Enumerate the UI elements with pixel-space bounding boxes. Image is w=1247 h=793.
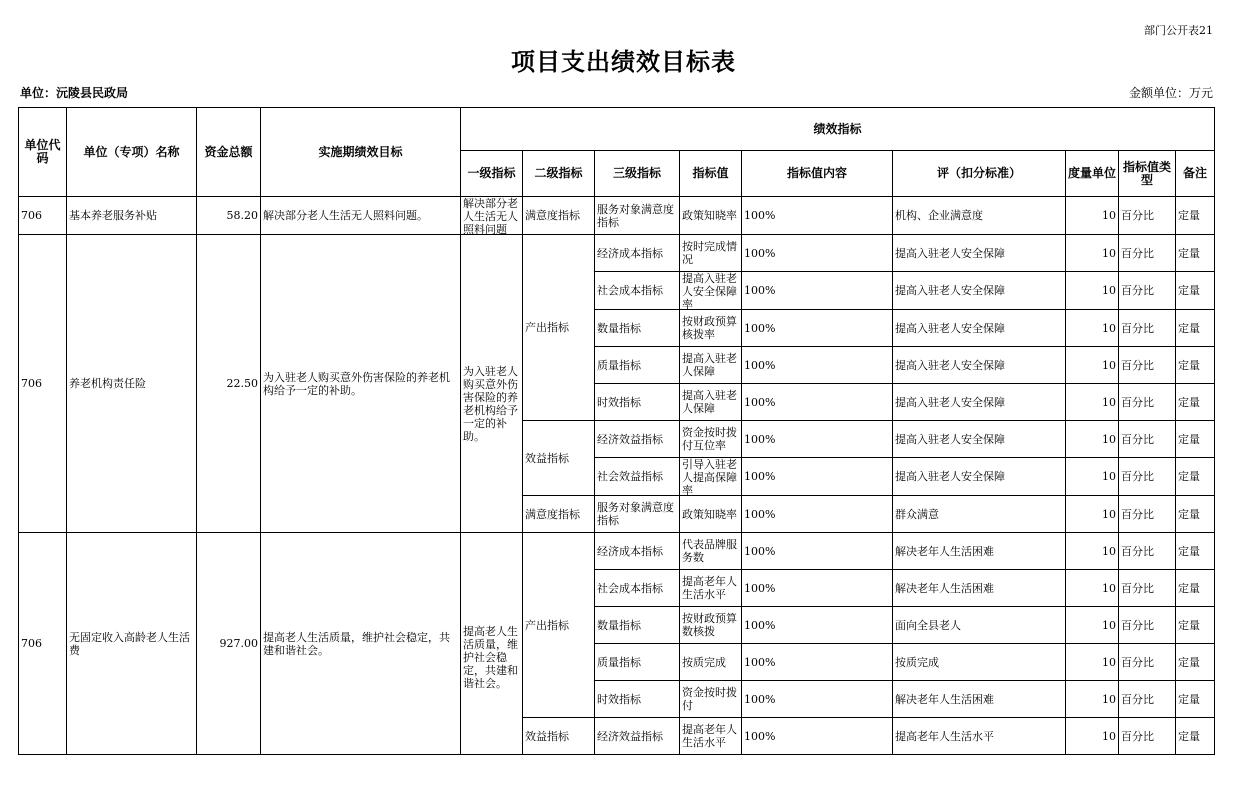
unit-code-cell xyxy=(19,235,67,533)
value-type-cell xyxy=(1119,644,1176,681)
remark-cell xyxy=(1176,272,1215,310)
value-content-cell xyxy=(742,272,893,310)
value-content-cell xyxy=(742,533,893,570)
indicator-value-cell xyxy=(680,421,742,458)
value-content-cell-text: 100% xyxy=(744,284,776,297)
level3-cell xyxy=(595,644,680,681)
value-type-cell-text: 百分比 xyxy=(1121,470,1154,483)
level3-cell xyxy=(595,570,680,607)
value-type-cell xyxy=(1119,607,1176,644)
value-type-cell xyxy=(1119,496,1176,533)
remark-cell xyxy=(1176,718,1215,755)
measure-cell-text: 10 xyxy=(1102,358,1116,372)
level3-cell xyxy=(595,421,680,458)
measure-cell-text: 10 xyxy=(1102,581,1116,595)
level2-cell-text: 效益指标 xyxy=(525,451,569,465)
measure-cell xyxy=(1066,384,1119,421)
project-name-cell-text: 无固定收入高龄老人生活费 xyxy=(69,630,190,657)
remark-cell-text: 定量 xyxy=(1178,432,1200,446)
value-content-cell-text: 100% xyxy=(744,246,776,260)
scoring-cell xyxy=(893,570,1066,607)
level3-cell-text: 经济成本指标 xyxy=(597,246,663,260)
remark-cell-text: 定量 xyxy=(1178,692,1200,706)
measure-cell xyxy=(1066,607,1119,644)
remark-cell-text: 定量 xyxy=(1178,358,1200,372)
unit-code-cell-text: 706 xyxy=(21,637,42,650)
measure-cell-text: 10 xyxy=(1102,209,1116,222)
measure-cell xyxy=(1066,347,1119,384)
scoring-cell-text: 按质完成 xyxy=(895,655,939,669)
measure-cell xyxy=(1066,310,1119,347)
value-type-cell xyxy=(1119,458,1176,496)
measure-cell-text: 10 xyxy=(1102,470,1116,483)
scoring-cell-text: 提高入驻老人安全保障 xyxy=(895,358,1005,372)
scoring-cell-text: 提高入驻老人安全保障 xyxy=(895,395,1005,409)
remark-cell xyxy=(1176,421,1215,458)
measure-cell-text: 10 xyxy=(1102,544,1116,558)
remark-cell-text: 定量 xyxy=(1178,655,1200,669)
header-unit-code: 单位代码 xyxy=(19,108,67,197)
scoring-cell xyxy=(893,644,1066,681)
remark-cell-text: 定量 xyxy=(1178,246,1200,260)
measure-cell xyxy=(1066,496,1119,533)
remark-cell-text: 定量 xyxy=(1178,470,1200,483)
goal-cell-text: 解决部分老人生活无人照料问题。 xyxy=(263,209,428,222)
level1-cell xyxy=(461,235,523,533)
level3-cell xyxy=(595,384,680,421)
level1-cell xyxy=(461,533,523,755)
scoring-cell-text: 解决老年人生活困难 xyxy=(895,544,994,558)
project-name-cell-text: 基本养老服务补贴 xyxy=(69,209,157,222)
remark-cell-text: 定量 xyxy=(1178,395,1200,409)
measure-cell-text: 10 xyxy=(1102,692,1116,706)
level3-cell-text: 经济效益指标 xyxy=(597,729,663,743)
indicator-value-cell xyxy=(680,347,742,384)
remark-cell xyxy=(1176,607,1215,644)
indicator-value-cell-text: 资金按时拨付互位率 xyxy=(682,426,737,452)
unit-code-cell xyxy=(19,197,67,235)
level3-cell-text: 时效指标 xyxy=(597,692,641,706)
remark-cell xyxy=(1176,533,1215,570)
goal-cell xyxy=(261,197,461,235)
value-type-cell-text: 百分比 xyxy=(1121,692,1154,706)
table-row xyxy=(19,197,1215,235)
value-type-cell-text: 百分比 xyxy=(1121,729,1154,743)
level3-cell xyxy=(595,197,680,235)
value-content-cell xyxy=(742,607,893,644)
value-type-cell xyxy=(1119,718,1176,755)
value-content-cell-text: 100% xyxy=(744,655,776,669)
header-perf-indicators: 绩效指标 xyxy=(461,108,1215,151)
value-type-cell xyxy=(1119,197,1176,235)
level2-cell-text: 满意度指标 xyxy=(525,209,580,222)
remark-cell xyxy=(1176,458,1215,496)
remark-cell xyxy=(1176,310,1215,347)
goal-cell-text: 提高老人生活质量，维护社会稳定，共建和谐社会。 xyxy=(263,630,450,657)
value-type-cell xyxy=(1119,681,1176,718)
level3-cell xyxy=(595,607,680,644)
level3-cell-text: 服务对象满意度指标 xyxy=(597,501,674,527)
value-content-cell xyxy=(742,197,893,235)
indicator-value-cell xyxy=(680,681,742,718)
measure-cell-text: 10 xyxy=(1102,729,1116,743)
page-title: 项目支出绩效目标表 xyxy=(511,47,736,76)
measure-cell xyxy=(1066,681,1119,718)
scoring-cell-text: 面向全县老人 xyxy=(895,618,961,632)
remark-cell-text: 定量 xyxy=(1178,618,1200,632)
value-type-cell-text: 百分比 xyxy=(1121,358,1154,372)
amount-cell-text: 927.00 xyxy=(219,637,258,650)
remark-cell-text: 定量 xyxy=(1178,209,1200,222)
value-type-cell xyxy=(1119,272,1176,310)
amount-cell xyxy=(197,533,261,755)
value-content-cell-text: 100% xyxy=(744,470,776,483)
indicator-value-cell-text: 提高入驻老人保障 xyxy=(682,389,737,415)
money-unit-label: 金额单位：万元 xyxy=(1128,86,1213,100)
level3-cell xyxy=(595,272,680,310)
indicator-value-cell xyxy=(680,272,742,310)
measure-cell-text: 10 xyxy=(1102,321,1116,335)
value-type-cell-text: 百分比 xyxy=(1121,209,1154,222)
indicator-value-cell-text: 按财政预算核拨率 xyxy=(682,315,737,341)
indicator-value-cell xyxy=(680,458,742,496)
indicator-value-cell xyxy=(680,310,742,347)
value-type-cell-text: 百分比 xyxy=(1121,321,1154,335)
indicator-value-cell xyxy=(680,235,742,272)
scoring-cell-text: 解决老年人生活困难 xyxy=(895,581,994,595)
header-value-type: 指标值类型 xyxy=(1119,151,1176,197)
value-content-cell-text: 100% xyxy=(744,321,776,335)
remark-cell xyxy=(1176,496,1215,533)
value-content-cell xyxy=(742,235,893,272)
value-type-cell xyxy=(1119,384,1176,421)
measure-cell xyxy=(1066,197,1119,235)
measure-cell xyxy=(1066,458,1119,496)
value-type-cell xyxy=(1119,421,1176,458)
table-row xyxy=(19,533,1215,570)
unit-code-cell-text: 706 xyxy=(21,377,42,390)
scoring-cell xyxy=(893,197,1066,235)
remark-cell xyxy=(1176,384,1215,421)
project-name-cell xyxy=(67,235,197,533)
scoring-cell-text: 提高入驻老人安全保障 xyxy=(895,470,1005,483)
remark-cell-text: 定量 xyxy=(1178,544,1200,558)
performance-table xyxy=(18,107,1215,755)
indicator-value-cell xyxy=(680,384,742,421)
amount-cell-text: 22.50 xyxy=(226,377,258,390)
level3-cell-text: 质量指标 xyxy=(597,655,641,669)
scoring-cell-text: 提高入驻老人安全保障 xyxy=(895,432,1005,446)
indicator-value-cell-text: 按时完成情况 xyxy=(682,240,737,266)
unit-code-cell-text: 706 xyxy=(21,209,42,222)
project-name-cell xyxy=(67,533,197,755)
table-body xyxy=(19,197,1215,755)
scoring-cell xyxy=(893,384,1066,421)
value-content-cell-text: 100% xyxy=(744,395,776,409)
value-content-cell-text: 100% xyxy=(744,544,776,558)
measure-cell xyxy=(1066,235,1119,272)
header-level3: 三级指标 xyxy=(595,151,680,197)
goal-cell-text: 为入驻老人购买意外伤害保险的养老机构给予一定的补助。 xyxy=(263,370,450,397)
indicator-value-cell xyxy=(680,496,742,533)
indicator-value-cell xyxy=(680,197,742,235)
level3-cell-text: 数量指标 xyxy=(597,618,641,632)
header-scoring: 评（扣分标准） xyxy=(893,151,1066,197)
level3-cell xyxy=(595,458,680,496)
scoring-cell-text: 提高老年人生活水平 xyxy=(895,729,994,743)
project-name-cell-text: 养老机构责任险 xyxy=(69,377,146,390)
indicator-value-cell xyxy=(680,570,742,607)
scoring-cell xyxy=(893,458,1066,496)
level2-cell xyxy=(523,496,595,533)
value-content-cell-text: 100% xyxy=(744,209,776,222)
value-content-cell xyxy=(742,644,893,681)
amount-cell xyxy=(197,235,261,533)
value-content-cell xyxy=(742,681,893,718)
measure-cell-text: 10 xyxy=(1102,507,1116,521)
indicator-value-cell xyxy=(680,607,742,644)
indicator-value-cell-text: 代表品牌服务数 xyxy=(682,538,737,564)
header-value-content: 指标值内容 xyxy=(742,151,893,197)
level2-cell xyxy=(523,235,595,421)
form-number: 部门公开表21 xyxy=(1144,24,1213,37)
scoring-cell xyxy=(893,718,1066,755)
level2-cell-text: 产出指标 xyxy=(525,618,569,632)
indicator-value-cell-text: 提高老年人生活水平 xyxy=(682,723,737,749)
remark-cell xyxy=(1176,197,1215,235)
scoring-cell xyxy=(893,347,1066,384)
indicator-value-cell xyxy=(680,644,742,681)
header-total-funds: 资金总额 xyxy=(197,108,261,197)
remark-cell xyxy=(1176,644,1215,681)
level1-cell xyxy=(461,197,523,235)
value-type-cell-text: 百分比 xyxy=(1121,395,1154,409)
level2-cell xyxy=(523,421,595,496)
indicator-value-cell-text: 提高入驻老人保障 xyxy=(682,352,737,378)
value-type-cell xyxy=(1119,235,1176,272)
project-name-cell xyxy=(67,197,197,235)
indicator-value-cell-text: 提高入驻老人安全保障率 xyxy=(682,272,737,311)
value-type-cell-text: 百分比 xyxy=(1121,655,1154,669)
indicator-value-cell-text: 引导入驻老人提高保障率 xyxy=(682,458,737,497)
level2-cell-text: 满意度指标 xyxy=(525,507,580,521)
level3-cell-text: 社会效益指标 xyxy=(597,470,663,483)
level3-cell-text: 经济成本指标 xyxy=(597,544,663,558)
value-type-cell xyxy=(1119,570,1176,607)
value-content-cell-text: 100% xyxy=(744,692,776,706)
level1-cell-text: 提高老人生活质量，维护社会稳定，共建和谐社会。 xyxy=(463,625,518,690)
value-content-cell xyxy=(742,718,893,755)
level3-cell xyxy=(595,347,680,384)
measure-cell-text: 10 xyxy=(1102,655,1116,669)
value-content-cell-text: 100% xyxy=(744,581,776,595)
indicator-value-cell-text: 按财政预算数核拨 xyxy=(682,612,737,638)
scoring-cell xyxy=(893,421,1066,458)
measure-cell-text: 10 xyxy=(1102,284,1116,297)
remark-cell xyxy=(1176,681,1215,718)
value-content-cell-text: 100% xyxy=(744,432,776,446)
unit-code-cell xyxy=(19,533,67,755)
scoring-cell-text: 提高入驻老人安全保障 xyxy=(895,284,1005,297)
value-content-cell-text: 100% xyxy=(744,507,776,521)
indicator-value-cell xyxy=(680,533,742,570)
header-level1: 一级指标 xyxy=(461,151,523,197)
remark-cell xyxy=(1176,347,1215,384)
measure-cell xyxy=(1066,644,1119,681)
measure-cell xyxy=(1066,272,1119,310)
goal-cell xyxy=(261,533,461,755)
scoring-cell xyxy=(893,235,1066,272)
value-type-cell-text: 百分比 xyxy=(1121,507,1154,521)
amount-cell xyxy=(197,197,261,235)
level3-cell xyxy=(595,235,680,272)
measure-cell-text: 10 xyxy=(1102,618,1116,632)
level3-cell-text: 社会成本指标 xyxy=(597,581,663,595)
scoring-cell xyxy=(893,607,1066,644)
value-type-cell-text: 百分比 xyxy=(1121,246,1154,260)
indicator-value-cell-text: 政策知晓率 xyxy=(682,507,737,521)
level2-cell xyxy=(523,197,595,235)
level2-cell-text: 产出指标 xyxy=(525,321,569,334)
remark-cell-text: 定量 xyxy=(1178,284,1200,297)
value-content-cell xyxy=(742,421,893,458)
level3-cell xyxy=(595,681,680,718)
measure-cell-text: 10 xyxy=(1102,432,1116,446)
scoring-cell-text: 群众满意 xyxy=(895,507,939,521)
remark-cell xyxy=(1176,235,1215,272)
remark-cell-text: 定量 xyxy=(1178,729,1200,743)
indicator-value-cell xyxy=(680,718,742,755)
header-unit-name: 单位（专项）名称 xyxy=(67,108,197,197)
header-remark: 备注 xyxy=(1176,151,1215,197)
value-content-cell xyxy=(742,496,893,533)
level3-cell-text: 服务对象满意度指标 xyxy=(597,202,674,229)
unit-label: 单位：沅陵县民政局 xyxy=(20,86,129,100)
scoring-cell xyxy=(893,533,1066,570)
measure-cell xyxy=(1066,421,1119,458)
measure-cell xyxy=(1066,718,1119,755)
level3-cell xyxy=(595,718,680,755)
value-type-cell-text: 百分比 xyxy=(1121,432,1154,446)
value-type-cell-text: 百分比 xyxy=(1121,284,1154,297)
scoring-cell xyxy=(893,681,1066,718)
scoring-cell-text: 解决老年人生活困难 xyxy=(895,692,994,706)
level2-cell xyxy=(523,718,595,755)
value-type-cell xyxy=(1119,347,1176,384)
level3-cell-text: 社会成本指标 xyxy=(597,284,663,297)
value-content-cell xyxy=(742,570,893,607)
goal-cell xyxy=(261,235,461,533)
value-type-cell xyxy=(1119,310,1176,347)
level2-cell xyxy=(523,533,595,718)
value-content-cell xyxy=(742,347,893,384)
value-content-cell xyxy=(742,310,893,347)
remark-cell xyxy=(1176,570,1215,607)
remark-cell-text: 定量 xyxy=(1178,581,1200,595)
indicator-value-cell-text: 按质完成 xyxy=(682,655,726,669)
value-content-cell-text: 100% xyxy=(744,729,776,743)
header-measure-unit: 度量单位 xyxy=(1066,151,1119,197)
measure-cell xyxy=(1066,570,1119,607)
scoring-cell-text: 提高入驻老人安全保障 xyxy=(895,321,1005,335)
level1-cell-text: 为入驻老人购买意外伤害保险的养老机构给予一定的补助。 xyxy=(463,365,518,443)
level1-cell-text: 解决部分老人生活无人照料问题 xyxy=(463,197,518,236)
value-type-cell-text: 百分比 xyxy=(1121,618,1154,632)
header-goal: 实施期绩效目标 xyxy=(261,108,461,197)
measure-cell-text: 10 xyxy=(1102,395,1116,409)
remark-cell-text: 定量 xyxy=(1178,507,1200,521)
measure-cell-text: 10 xyxy=(1102,246,1116,260)
scoring-cell-text: 机构、企业满意度 xyxy=(895,209,983,222)
level3-cell-text: 质量指标 xyxy=(597,358,641,372)
value-content-cell xyxy=(742,384,893,421)
amount-cell-text: 58.20 xyxy=(226,209,258,222)
level3-cell-text: 时效指标 xyxy=(597,395,641,409)
scoring-cell xyxy=(893,496,1066,533)
indicator-value-cell-text: 提高老年人生活水平 xyxy=(682,575,737,601)
value-type-cell-text: 百分比 xyxy=(1121,581,1154,595)
header-level2: 二级指标 xyxy=(523,151,595,197)
level3-cell xyxy=(595,496,680,533)
level3-cell-text: 数量指标 xyxy=(597,321,641,335)
level2-cell-text: 效益指标 xyxy=(525,729,569,743)
scoring-cell-text: 提高入驻老人安全保障 xyxy=(895,246,1005,260)
value-content-cell-text: 100% xyxy=(744,618,776,632)
scoring-cell xyxy=(893,272,1066,310)
level3-cell xyxy=(595,533,680,570)
indicator-value-cell-text: 政策知晓率 xyxy=(682,209,737,222)
header-value: 指标值 xyxy=(680,151,742,197)
scoring-cell xyxy=(893,310,1066,347)
indicator-value-cell-text: 资金按时拨付 xyxy=(682,686,737,712)
value-type-cell xyxy=(1119,533,1176,570)
value-content-cell xyxy=(742,458,893,496)
remark-cell-text: 定量 xyxy=(1178,321,1200,335)
measure-cell xyxy=(1066,533,1119,570)
level3-cell xyxy=(595,310,680,347)
table-row xyxy=(19,235,1215,272)
level3-cell-text: 经济效益指标 xyxy=(597,432,663,446)
value-content-cell-text: 100% xyxy=(744,358,776,372)
value-type-cell-text: 百分比 xyxy=(1121,544,1154,558)
